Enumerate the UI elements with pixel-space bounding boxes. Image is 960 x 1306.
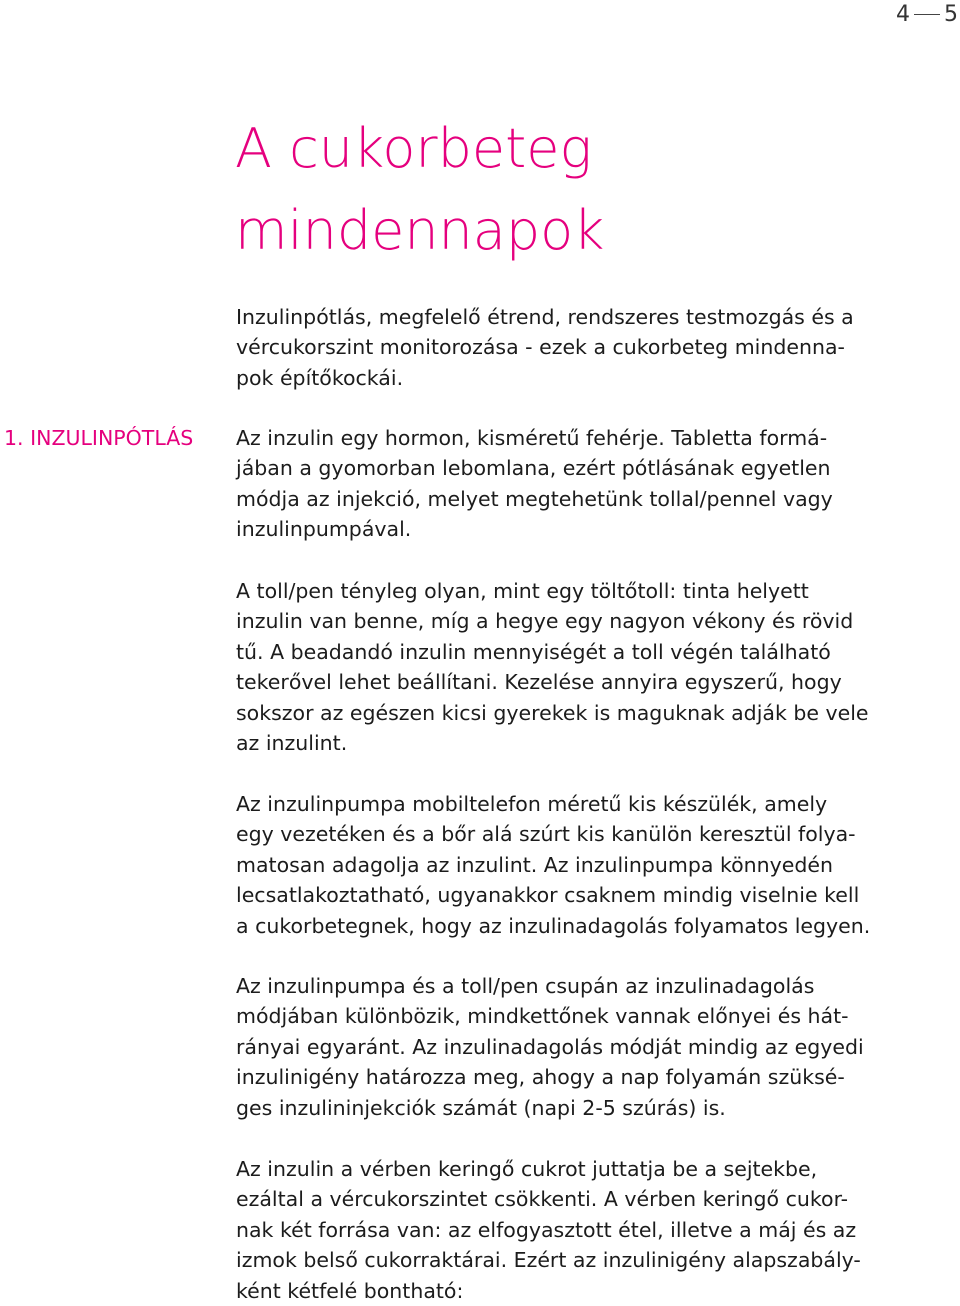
paragraph-insulin-function: [236, 1154, 936, 1306]
text-line: inzulinigény határozza meg, ahogy a nap folyamán szüksé-: [236, 1065, 845, 1090]
page-number-dash: [914, 14, 940, 15]
paragraph-comparison: [236, 971, 936, 1123]
text-line: Az inzulinpumpa és a toll/pen csupán az inzulinadagolás: [236, 974, 815, 998]
text-line: nak két forrása van: az elfogyasztott étel, illetve a máj és az: [236, 1217, 857, 1242]
text-line: matosan adagolja az inzulint. Az inzulinpumpa könnyedén: [236, 852, 833, 877]
section-label: 1. INZULINPÓTLÁS: [4, 426, 194, 450]
paragraph-pen: [236, 576, 936, 758]
text-line: lecsatlakoztatható, ugyanakkor csaknem mindig viselnie kell: [236, 883, 860, 908]
text-line: módja az injekció, melyet megtehetünk tollal/pennel vagy: [236, 486, 833, 511]
text-line: Az inzulin a vérben keringő cukrot juttatja be a sejtekbe,: [236, 1157, 818, 1181]
text-line: rányai egyaránt. Az inzulinadagolás módját mindig az egyedi: [236, 1034, 864, 1059]
text-line: Az inzulin egy hormon, kisméretű fehérje. Tabletta formá-: [236, 426, 828, 450]
text-line: tű. A beadandó inzulin mennyiségét a toll végén található: [236, 639, 831, 664]
text-line: egy vezetéken és a bőr alá szúrt kis kanülön keresztül folya-: [236, 822, 856, 847]
text-line: jában a gyomorban lebomlana, ezért pótlásának egyetlen: [236, 456, 831, 481]
text-line: a cukorbetegnek, hogy az inzulinadagolás folyamatos legyen.: [236, 913, 871, 938]
text-line: tekerővel lehet beállítani. Kezelése annyira egyszerű, hogy: [236, 670, 842, 695]
text-line: A toll/pen tényleg olyan, mint egy töltőtoll: tinta helyett: [236, 579, 809, 603]
page-title-line: A cukorbeteg: [235, 117, 592, 180]
page-number-left: 4: [896, 2, 910, 27]
text-line: ges inzulininjekciók számát (napi 2-5 szúrás) is.: [236, 1095, 726, 1120]
paragraph-insulin-intro: [236, 423, 936, 545]
text-line: Az inzulinpumpa mobiltelefon méretű kis készülék, amely: [236, 792, 828, 816]
paragraph-pump: [236, 789, 936, 941]
page-number: [896, 2, 958, 27]
page-title-line: mindennapok: [235, 199, 605, 262]
text-line: ezáltal a vércukorszintet csökkenti. A vérben keringő cukor-: [236, 1187, 849, 1212]
text-line: izmok belső cukorraktárai. Ezért az inzulinigény alapszabály-: [236, 1248, 861, 1273]
text-line: inzulinpumpával.: [236, 517, 412, 542]
text-line: vércukorszint monitorozása - ezek a cukorbeteg mindenna-: [236, 335, 845, 360]
text-line: módjában különbözik, mindkettőnek vannak előnyei és hát-: [236, 1004, 849, 1029]
text-line: Inzulinpótlás, megfelelő étrend, rendszeres testmozgás és a: [236, 305, 854, 329]
text-line: ként kétfelé bontható:: [236, 1278, 464, 1303]
text-line: pok építőkockái.: [236, 365, 404, 390]
page-number-right: 5: [944, 2, 958, 27]
text-line: inzulin van benne, míg a hegye egy nagyon vékony és rövid: [236, 609, 854, 634]
text-line: sokszor az egészen kicsi gyerekek is maguknak adják be vele: [236, 700, 869, 725]
text-line: az inzulint.: [236, 730, 348, 755]
page-title: [235, 108, 604, 272]
intro-paragraph: [236, 302, 936, 393]
